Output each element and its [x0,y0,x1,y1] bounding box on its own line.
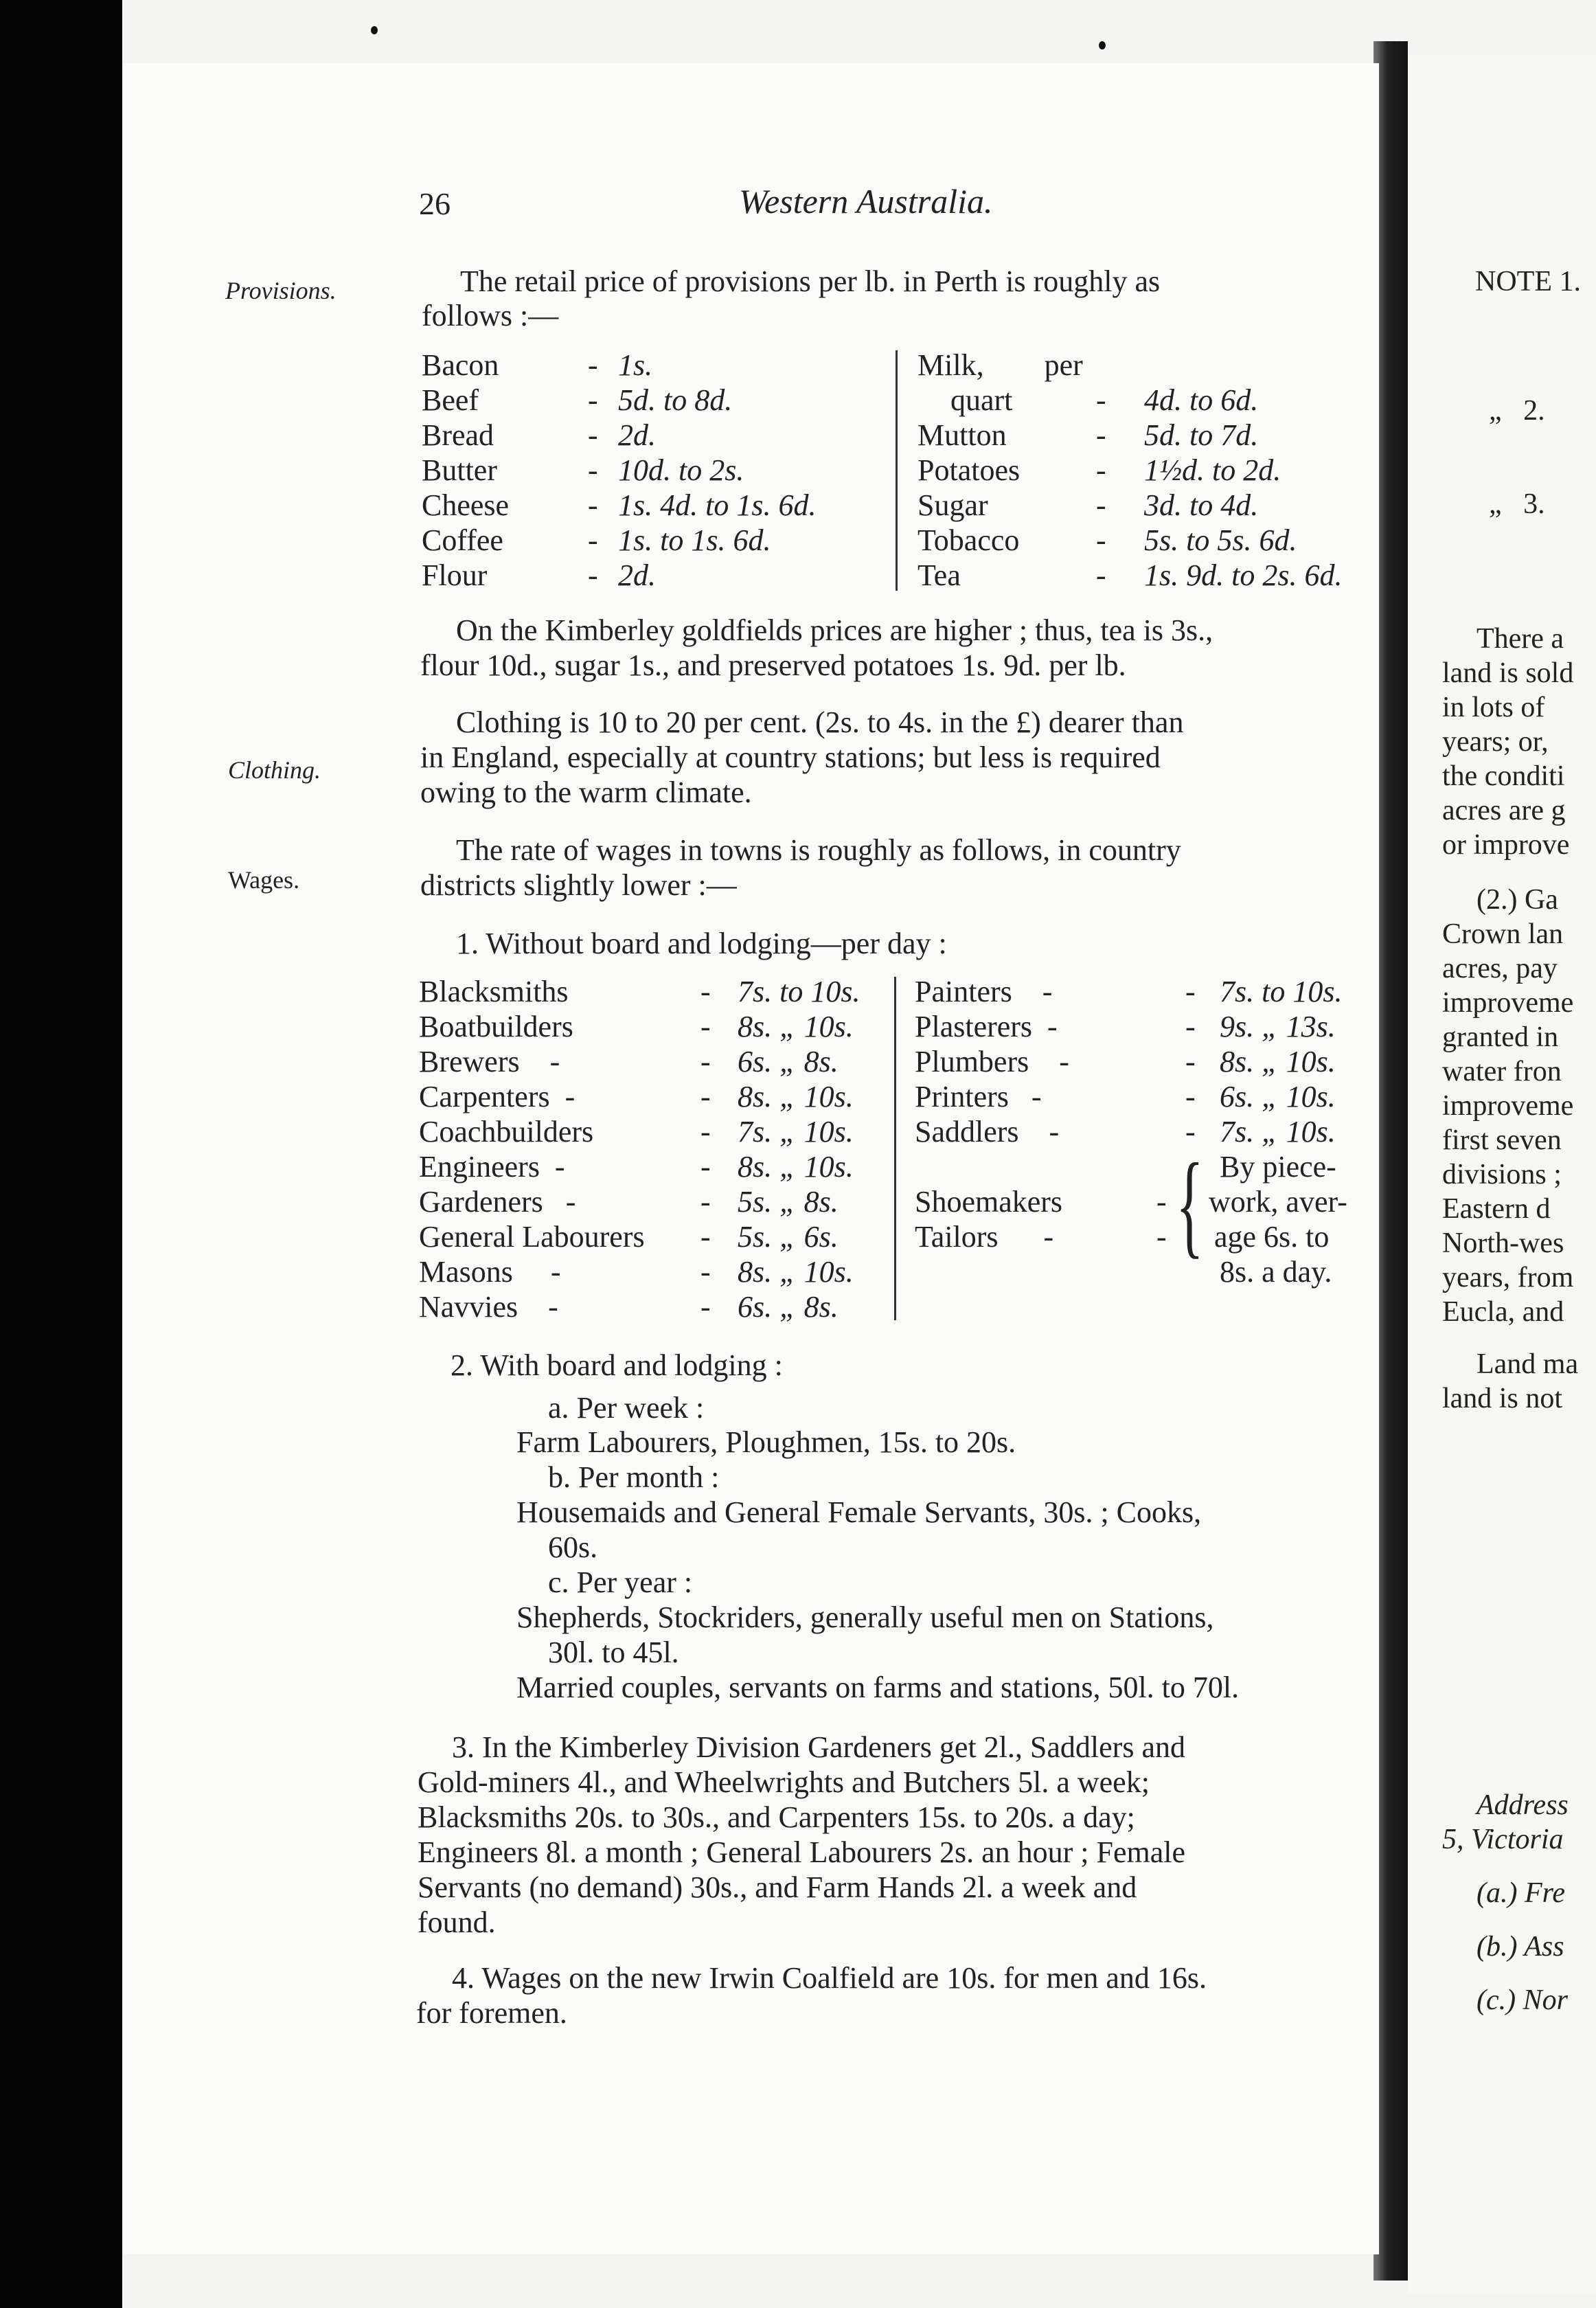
provision-price: 1s. 9d. to 2s. 6d. [1144,558,1343,592]
wage-dash: - [1156,1220,1167,1254]
facing-page-text: land is sold [1442,657,1574,689]
provision-item: Tea [917,558,961,592]
facing-page-text: „ 2. [1489,395,1545,427]
wage-dash: - [700,1255,711,1289]
wage-dash: - [700,975,711,1008]
column-divider [896,350,898,591]
wage-dash: - [1185,1045,1196,1078]
provision-price: 1s. to 1s. 6d. [618,523,771,557]
facing-page-text: divisions ; [1442,1159,1562,1190]
provision-price: 1s. [618,348,653,382]
wage-dash: - [1156,1185,1167,1219]
facing-page [1408,55,1596,2294]
kimberley-wages-line: found. [418,1905,496,1939]
wage-rate: 5s. „ 6s. [738,1220,839,1254]
provision-item: Bread [422,418,494,452]
wage-dash: - [700,1185,711,1219]
facing-page-text: Crown lan [1442,918,1564,950]
wages-text: Married couples, servants on farms and stations, 50l. to 70l. [516,1671,1240,1704]
provision-item: Tobacco [917,523,1020,557]
provision-dash: - [1096,523,1106,557]
wage-trade: Printers - [915,1080,1042,1113]
wages-intro-line: districts slightly lower :— [420,868,737,902]
margin-note-clothing: Clothing. [228,756,321,784]
wages-intro-line: The rate of wages in towns is roughly as follows, in country [456,833,1181,867]
facing-page-text: improveme [1442,987,1574,1019]
provision-item: quart [950,383,1013,417]
facing-page-text: or improve [1442,829,1570,861]
provision-price: 5d. to 8d. [618,383,733,417]
provision-dash: - [588,488,598,522]
provisions-intro-line: The retail price of provisions per lb. in Perth is roughly as [460,264,1161,298]
provision-dash: - [588,418,598,452]
clothing-line: in England, especially at country stations; but less is required [420,740,1161,774]
provision-item: Flour [422,558,488,592]
kimberley-wages-line: Gold-miners 4l., and Wheelwrights and Butchers 5l. a week; [418,1765,1150,1799]
wage-rate: 5s. „ 8s. [738,1185,839,1219]
facing-page-text: the conditi [1442,760,1565,792]
facing-page-text: (c.) Nor [1477,1984,1568,2016]
wage-rate: 6s. „ 10s. [1220,1080,1336,1113]
book-page [122,63,1379,2254]
facing-page-text: (a.) Fre [1477,1877,1566,1909]
wage-dash: - [700,1150,711,1184]
wage-rate: 8s. „ 10s. [738,1080,854,1113]
wage-rate: 7s. to 10s. [738,975,860,1008]
provision-dash: - [588,453,598,487]
facing-page-text: (2.) Ga [1477,884,1558,916]
wage-trade: Boatbuilders [419,1010,573,1043]
facing-page-text: land is not [1442,1383,1562,1414]
facing-page-text: (b.) Ass [1477,1931,1564,1962]
facing-page-text: first seven [1442,1124,1562,1156]
wage-trade: Painters - [915,975,1053,1008]
facing-page-text: acres are g [1442,795,1566,826]
wage-rate: 7s. to 10s. [1220,975,1343,1008]
wage-trade: Shoemakers [915,1185,1063,1219]
wage-dash: - [700,1045,711,1078]
wage-dash: - [700,1290,711,1324]
facing-page-text: „ 3. [1489,488,1545,520]
provision-price: 5s. to 5s. 6d. [1144,523,1297,557]
wages-text: Housemaids and General Female Servants, 30s. ; Cooks, [516,1495,1202,1529]
wage-trade: Blacksmiths [419,975,569,1008]
margin-note-provisions: Provisions. [225,277,337,304]
provision-price: 3d. to 4d. [1144,488,1259,522]
scan-speck [1099,41,1106,49]
facing-page-text: There a [1477,623,1564,655]
wage-trade: Plasterers - [915,1010,1058,1043]
wage-trade: Masons - [419,1255,561,1289]
provision-dash: - [588,523,598,557]
margin-note-wages: Wages. [228,866,300,894]
piece-work-note: 8s. a day. [1220,1255,1332,1289]
facing-page-text: in lots of [1442,692,1545,723]
provision-item: Beef [422,383,479,417]
column-divider [894,977,896,1320]
wage-dash: - [1185,1010,1196,1043]
kimberley-wages-line: Engineers 8l. a month ; General Labourers 2s. an hour ; Female [418,1835,1186,1869]
provision-price: 1s. 4d. to 1s. 6d. [618,488,817,522]
provision-price: 5d. to 7d. [1144,418,1259,452]
facing-page-text: years, from [1442,1262,1574,1293]
piece-work-note: age 6s. to [1214,1220,1330,1254]
wage-rate: 8s. „ 10s. [738,1255,854,1289]
provision-item: Butter [422,453,497,487]
wage-rate: 8s. „ 10s. [738,1150,854,1184]
wage-rate: 8s. „ 10s. [738,1010,854,1043]
clothing-line: Clothing is 10 to 20 per cent. (2s. to 4s. in the £) dearer than [456,705,1184,739]
provision-dash: - [588,348,598,382]
provision-dash: - [588,558,598,592]
wages-text: Farm Labourers, Ploughmen, 15s. to 20s. [516,1425,1016,1459]
wage-rate: 7s. „ 10s. [1220,1115,1336,1149]
provision-price: 2d. [618,558,656,592]
wages-period-label: c. Per year : [548,1565,693,1599]
running-title: Western Australia. [739,182,993,220]
wage-rate: 6s. „ 8s. [738,1290,839,1324]
wage-trade: Brewers - [419,1045,560,1078]
provision-price: 2d. [618,418,656,452]
wage-dash: - [700,1115,711,1149]
facing-page-text: acres, pay [1442,953,1558,984]
coalfield-wages-line: for foremen. [416,1996,567,2030]
kimberley-wages-line: Servants (no demand) 30s., and Farm Hands 2l. a week and [418,1870,1137,1904]
wage-trade: Coachbuilders [419,1115,594,1149]
wage-trade: Plumbers - [915,1045,1069,1078]
wages-subheading: 2. With board and lodging : [451,1348,783,1382]
piece-work-note: By piece- [1220,1150,1336,1184]
wage-dash: - [1185,1080,1196,1113]
wage-trade: Tailors - [915,1220,1054,1254]
wage-trade: Gardeners - [419,1185,576,1219]
wage-dash: - [1185,975,1196,1008]
provision-price: 10d. to 2s. [618,453,744,487]
provision-dash: - [588,383,598,417]
facing-page-text: Land ma [1477,1348,1579,1380]
wages-text: 30l. to 45l. [548,1636,679,1669]
facing-page-text: Address [1477,1789,1569,1821]
provision-item: Potatoes [917,453,1021,487]
wage-trade: Saddlers - [915,1115,1060,1149]
provision-item: Bacon [422,348,499,382]
facing-page-text: Eastern d [1442,1193,1551,1225]
provision-price: 1½d. to 2d. [1144,453,1281,487]
wage-trade: General Labourers [419,1220,645,1254]
brace-symbol: { [1176,1140,1204,1269]
facing-page-text: Eucla, and [1442,1296,1564,1328]
wage-rate: 8s. „ 10s. [1220,1045,1336,1078]
wage-rate: 9s. „ 13s. [1220,1010,1336,1043]
piece-work-note: work, aver- [1209,1185,1347,1219]
scan-speck [371,26,378,34]
provision-dash: - [1096,558,1106,592]
wages-period-label: b. Per month : [548,1460,720,1494]
kimberley-wages-line: 3. In the Kimberley Division Gardeners get 2l., Saddlers and [452,1730,1185,1764]
scan-border [0,0,122,2308]
kimberley-prices-line: flour 10d., sugar 1s., and preserved potatoes 1s. 9d. per lb. [420,648,1126,682]
wage-rate: 7s. „ 10s. [738,1115,854,1149]
provision-dash: - [1096,383,1106,417]
wage-dash: - [700,1010,711,1043]
wage-trade: Engineers - [419,1150,565,1184]
provision-item: Coffee [422,523,503,557]
wage-trade: Carpenters - [419,1080,575,1113]
facing-page-text: 5, Victoria [1442,1824,1564,1855]
clothing-line: owing to the warm climate. [420,776,752,809]
provision-item: Sugar [917,488,988,522]
provision-price: 4d. to 6d. [1144,383,1259,417]
wages-period-label: a. Per week : [548,1391,705,1425]
facing-page-text: North-wes [1442,1227,1564,1259]
provision-item: Cheese [422,488,510,522]
provision-dash: - [1096,488,1106,522]
provision-dash: - [1096,453,1106,487]
facing-page-text: water fron [1442,1056,1562,1087]
page-number: 26 [419,186,451,221]
wage-trade: Navvies - [419,1290,558,1324]
wage-dash: - [1185,1115,1196,1149]
provisions-intro-line: follows :— [422,299,559,332]
provision-item: Mutton [917,418,1007,452]
provision-item: Milk, per [917,348,1083,382]
provision-dash: - [1096,418,1106,452]
facing-page-text: granted in [1442,1021,1559,1053]
wage-rate: 6s. „ 8s. [738,1045,839,1078]
kimberley-wages-line: Blacksmiths 20s. to 30s., and Carpenters 15s. to 20s. a day; [418,1800,1135,1834]
facing-page-text: improveme [1442,1090,1574,1122]
facing-page-text: years; or, [1442,726,1549,758]
kimberley-prices-line: On the Kimberley goldfields prices are higher ; thus, tea is 3s., [456,613,1213,647]
wage-dash: - [700,1220,711,1254]
wages-text: Shepherds, Stockriders, generally useful men on Stations, [516,1600,1214,1634]
facing-page-text: NOTE 1. [1475,266,1581,297]
wage-dash: - [700,1080,711,1113]
wages-subheading: 1. Without board and lodging—per day : [456,927,947,960]
coalfield-wages-line: 4. Wages on the new Irwin Coalfield are 10s. for men and 16s. [452,1961,1207,1995]
wages-text: 60s. [548,1530,598,1564]
